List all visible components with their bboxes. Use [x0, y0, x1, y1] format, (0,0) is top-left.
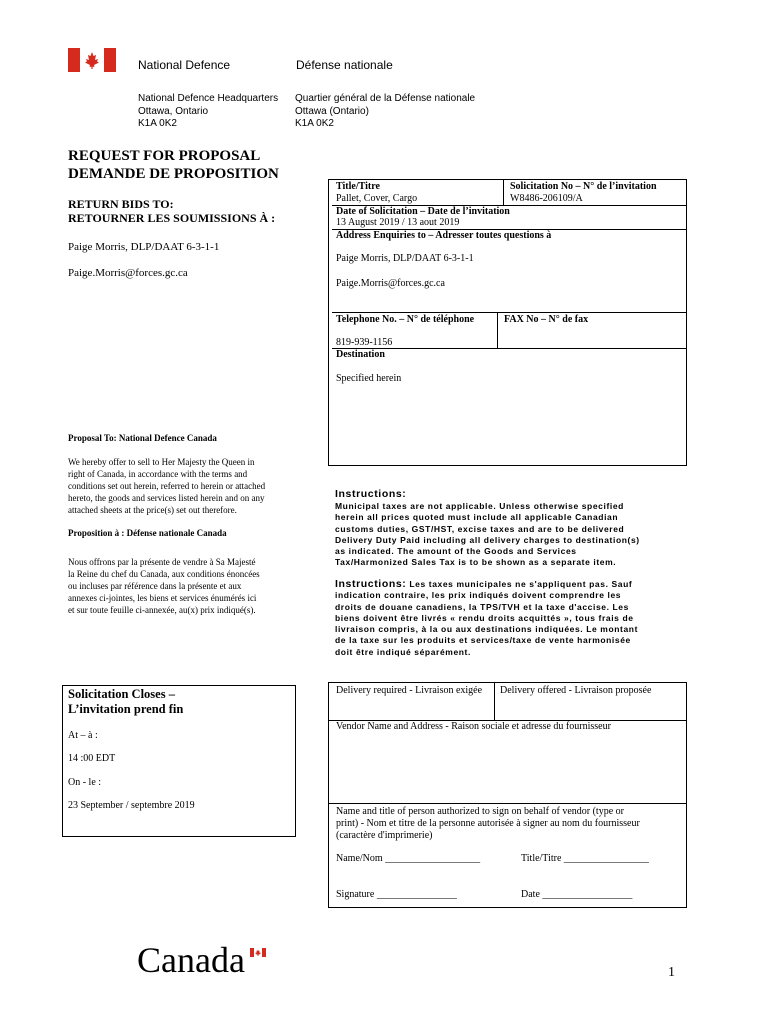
solicitation-date-label: Date of Solicitation – Date de l’invitation — [336, 206, 510, 217]
destination-value: Specified herein — [336, 373, 402, 384]
telephone-label: Telephone No. – N° de téléphone — [336, 314, 475, 325]
proposal-text-en — [68, 456, 265, 516]
closes-date: 23 September / septembre 2019 — [68, 800, 195, 811]
delivery-required-label: Delivery required - Livraison exigée — [336, 685, 483, 696]
closes-on-label: On - le : — [68, 777, 102, 788]
enquiries-email: Paige.Morris@forces.gc.ca — [336, 278, 445, 289]
title-label: Title/Titre — [336, 181, 380, 192]
canada-flag-icon — [68, 48, 116, 72]
closes-heading-fr: L’invitation prend fin — [68, 702, 184, 716]
instructions-line: droits de douane canadiens, la TPS/TVH et la taxe d'accise. Les — [335, 601, 629, 612]
instructions-line: customs duties, GST/HST, excise taxes and are to be delivered — [335, 523, 625, 534]
instructions-line: as indicated. The amount of the Goods and Services — [335, 546, 577, 557]
address-fr-line: Ottawa (Ontario) — [295, 105, 369, 117]
canada-wordmark: Canada — [137, 940, 245, 980]
proposal-text-line: attached sheets at the price(s) set out therefore. — [68, 505, 237, 515]
instructions-fr-heading: Instructions: — [335, 578, 407, 590]
wordmark-flag-icon — [250, 944, 266, 953]
return-bids-heading-fr: RETOURNER LES SOUMISSIONS À : — [68, 211, 276, 225]
closes-time: 14 :00 EDT — [68, 753, 116, 764]
return-bids-heading — [68, 197, 275, 225]
signature-date-field[interactable]: Date __________________ — [521, 889, 633, 900]
proposal-text-line: We hereby offer to sell to Her Majesty the Queen in — [68, 457, 255, 467]
closes-heading — [68, 687, 183, 717]
fax-label: FAX No – N° de fax — [504, 314, 589, 325]
page-number: 1 — [668, 965, 675, 980]
enquiries-name: Paige Morris, DLP/DAAT 6-3-1-1 — [336, 253, 474, 264]
title-line-en: REQUEST FOR PROPOSAL — [68, 148, 261, 164]
proposal-text-line: hereto, the goods and services listed herein and on any — [68, 493, 265, 503]
telephone-value: 819-939-1156 — [336, 337, 393, 348]
instructions-line: Les taxes municipales ne s'appliquent pas. Sauf — [409, 579, 633, 589]
address-en-line: National Defence Headquarters — [138, 93, 279, 104]
authorized-line: print) - Nom et titre de la personne autorisée à signer au nom du fournisseur — [336, 818, 640, 829]
title-value: Pallet, Cover, Cargo — [336, 193, 418, 204]
instructions-en — [335, 488, 640, 569]
vendor-name-field[interactable]: Name/Nom ___________________ — [336, 853, 481, 864]
proposal-text-line: et sur toute feuille ci-annexée, au(x) prix indiqué(s). — [68, 605, 256, 615]
solicitation-date-value: 13 August 2019 / 13 aout 2019 — [336, 217, 460, 228]
dept-name-en: National Defence — [138, 58, 231, 72]
proposal-text-line: right of Canada, in accordance with the terms and — [68, 469, 248, 479]
page-title — [68, 147, 279, 183]
address-fr-line: K1A 0K2 — [295, 118, 334, 129]
instructions-line: herein all prices quoted must include all applicable Canadian — [335, 512, 619, 523]
address-en-line: K1A 0K2 — [138, 118, 177, 129]
authorized-person-label — [336, 806, 640, 842]
delivery-offered-label: Delivery offered - Livraison proposée — [500, 685, 652, 696]
address-en-line: Ottawa, Ontario — [138, 105, 209, 117]
return-bids-email: Paige.Morris@forces.gc.ca — [68, 267, 188, 279]
return-bids-heading-en: RETURN BIDS TO: — [68, 197, 174, 211]
proposal-text-line: annexes ci-jointes, les biens et services énumérés ici — [68, 593, 257, 603]
enquiries-label: Address Enquiries to – Adresser toutes questions à — [336, 230, 552, 241]
solicitation-no-label: Solicitation No – N° de l’invitation — [510, 181, 657, 192]
instructions-line: Municipal taxes are not applicable. Unless otherwise specified — [335, 501, 624, 511]
vendor-name-address-label: Vendor Name and Address - Raison sociale et adresse du fournisseur — [336, 721, 611, 732]
instructions-line: doit être indiqué séparément. — [335, 646, 471, 657]
proposal-text-line: la Reine du chef du Canada, aux conditions énoncées — [68, 569, 260, 579]
instructions-line: livraison compris, à la ou aux destinations indiquées. Le montant — [335, 624, 639, 635]
instructions-line: de la taxe sur les produits et services/taxe de vente harmonisée — [335, 635, 631, 646]
instructions-line: Tax/Harmonized Sales Tax is to be shown as a separate item. — [335, 557, 617, 568]
dept-name-fr: Défense nationale — [296, 58, 393, 72]
closes-at-label: At – à : — [68, 730, 98, 741]
instructions-fr — [335, 579, 638, 658]
proposal-heading-en: Proposal To: National Defence Canada — [68, 433, 217, 443]
title-line-fr: DEMANDE DE PROPOSITION — [68, 166, 279, 182]
proposal-text-line: conditions set out herein, referred to herein or attached — [68, 481, 266, 491]
instructions-line: Delivery Duty Paid including all delivery charges to destination(s) — [335, 534, 640, 545]
vendor-box — [328, 682, 687, 908]
authorized-line: Name and title of person authorized to sign on behalf of vendor (type or — [336, 806, 624, 817]
instructions-en-heading: Instructions: — [335, 488, 407, 500]
proposal-text-line: Nous offrons par la présente de vendre à Sa Majesté — [68, 557, 256, 567]
address-fr — [295, 93, 475, 131]
proposal-text-line: ou incluses par référence dans la présente et aux — [68, 581, 242, 591]
vendor-title-field[interactable]: Title/Titre _________________ — [521, 853, 649, 864]
instructions-fr-first-line — [335, 579, 638, 590]
proposal-heading-fr: Proposition à : Défense nationale Canada — [68, 528, 227, 538]
closes-heading-en: Solicitation Closes – — [68, 687, 175, 701]
destination-label: Destination — [336, 349, 385, 360]
address-fr-line: Quartier général de la Défense nationale — [295, 93, 476, 104]
address-en — [138, 93, 278, 131]
return-bids-name: Paige Morris, DLP/DAAT 6-3-1-1 — [68, 241, 220, 253]
instructions-line: indication contraire, les prix indiqués doivent comprendre les — [335, 590, 622, 601]
signature-field[interactable]: Signature ________________ — [336, 889, 457, 900]
instructions-line: biens doivent être livrés « rendu droits acquittés », tous frais de — [335, 612, 634, 623]
proposal-text-fr — [68, 556, 260, 616]
authorized-line: (caractère d'imprimerie) — [336, 830, 433, 841]
solicitation-no-value: W8486-206109/A — [510, 193, 583, 204]
